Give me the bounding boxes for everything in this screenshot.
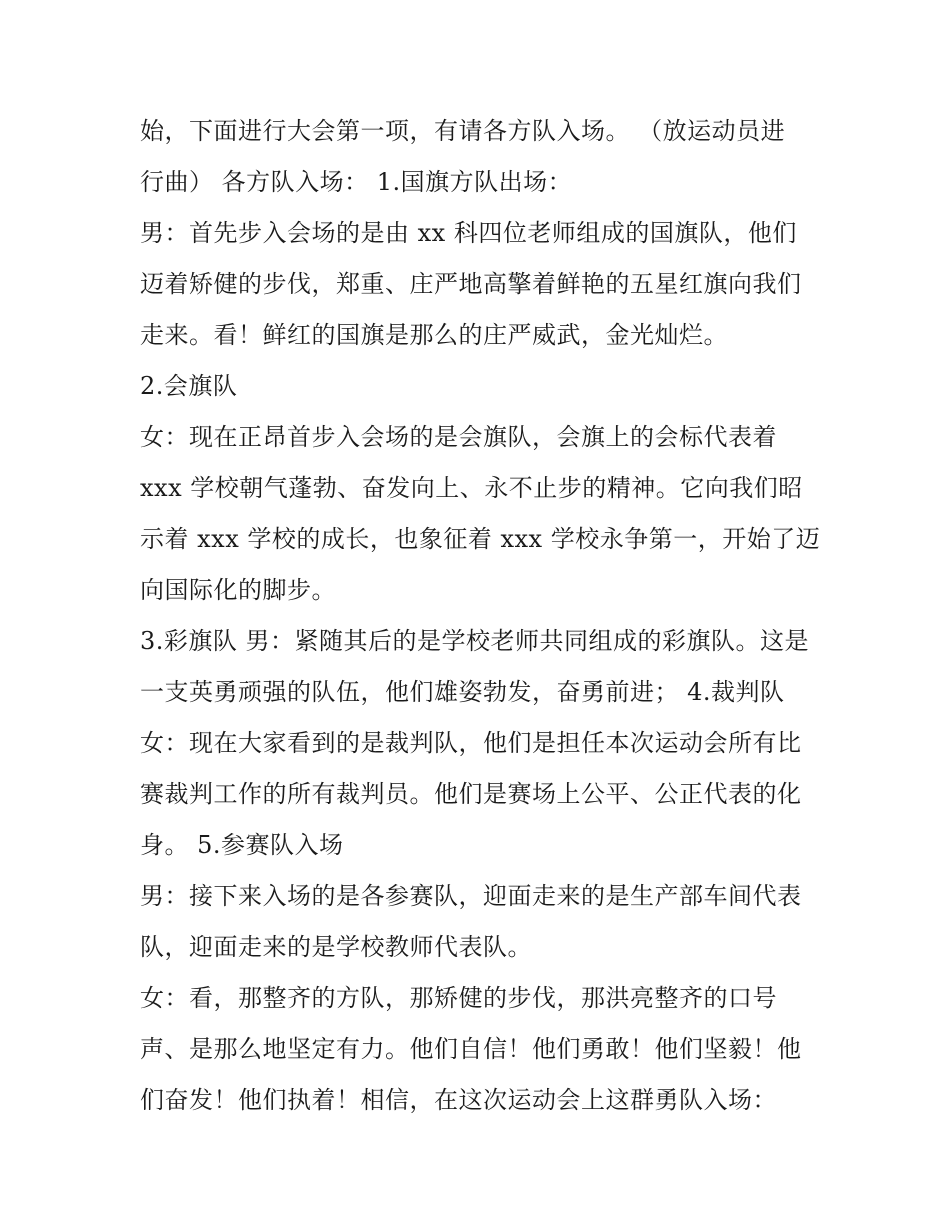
text-line: 示着 xxx 学校的成长，也象征着 xxx 学校永争第一，开始了迈 xyxy=(140,525,821,553)
text-line: 行曲） 各方队入场： 1.国旗方队出场： xyxy=(140,168,573,196)
text-line: 队，迎面走来的是学校教师代表队。 xyxy=(140,933,532,961)
text-line: 身。 5.参赛队入场 xyxy=(140,831,344,859)
text-line: 男：首先步入会场的是由 xx 科四位老师组成的国旗队，他们 xyxy=(140,219,797,247)
text-line: 女：现在大家看到的是裁判队，他们是担任本次运动会所有比 xyxy=(140,729,802,757)
text-line: 赛裁判工作的所有裁判员。他们是赛场上公平、公正代表的化 xyxy=(140,780,802,808)
document-body xyxy=(140,106,830,1126)
text-line: 男：接下来入场的是各参赛队，迎面走来的是生产部车间代表 xyxy=(140,882,802,910)
text-line: 始，下面进行大会第一项，有请各方队入场。 （放运动员进 xyxy=(140,117,786,145)
text-line: 3.彩旗队 男：紧随其后的是学校老师共同组成的彩旗队。这是 xyxy=(140,627,810,655)
text-line: 声、是那么地坚定有力。他们自信！他们勇敢！他们坚毅！他 xyxy=(140,1035,802,1063)
text-line: 女：看，那整齐的方队，那矫健的步伐，那洪亮整齐的口号 xyxy=(140,984,777,1012)
text-line: 女：现在正昂首步入会场的是会旗队，会旗上的会标代表着 xyxy=(140,423,777,451)
text-line: 向国际化的脚步。 xyxy=(140,576,336,604)
text-line: 们奋发！他们执着！相信，在这次运动会上这群勇队入场： xyxy=(140,1086,777,1114)
text-line: xxx 学校朝气蓬勃、奋发向上、永不止步的精神。它向我们昭 xyxy=(140,474,803,502)
section-heading: 2.会旗队 xyxy=(140,372,238,400)
text-line: 迈着矫健的步伐，郑重、庄严地高擎着鲜艳的五星红旗向我们 xyxy=(140,270,802,298)
text-line: 一支英勇顽强的队伍，他们雄姿勃发，奋勇前进； 4.裁判队 xyxy=(140,678,785,706)
text-line: 走来。看！鲜红的国旗是那么的庄严威武，金光灿烂。 xyxy=(140,321,728,349)
